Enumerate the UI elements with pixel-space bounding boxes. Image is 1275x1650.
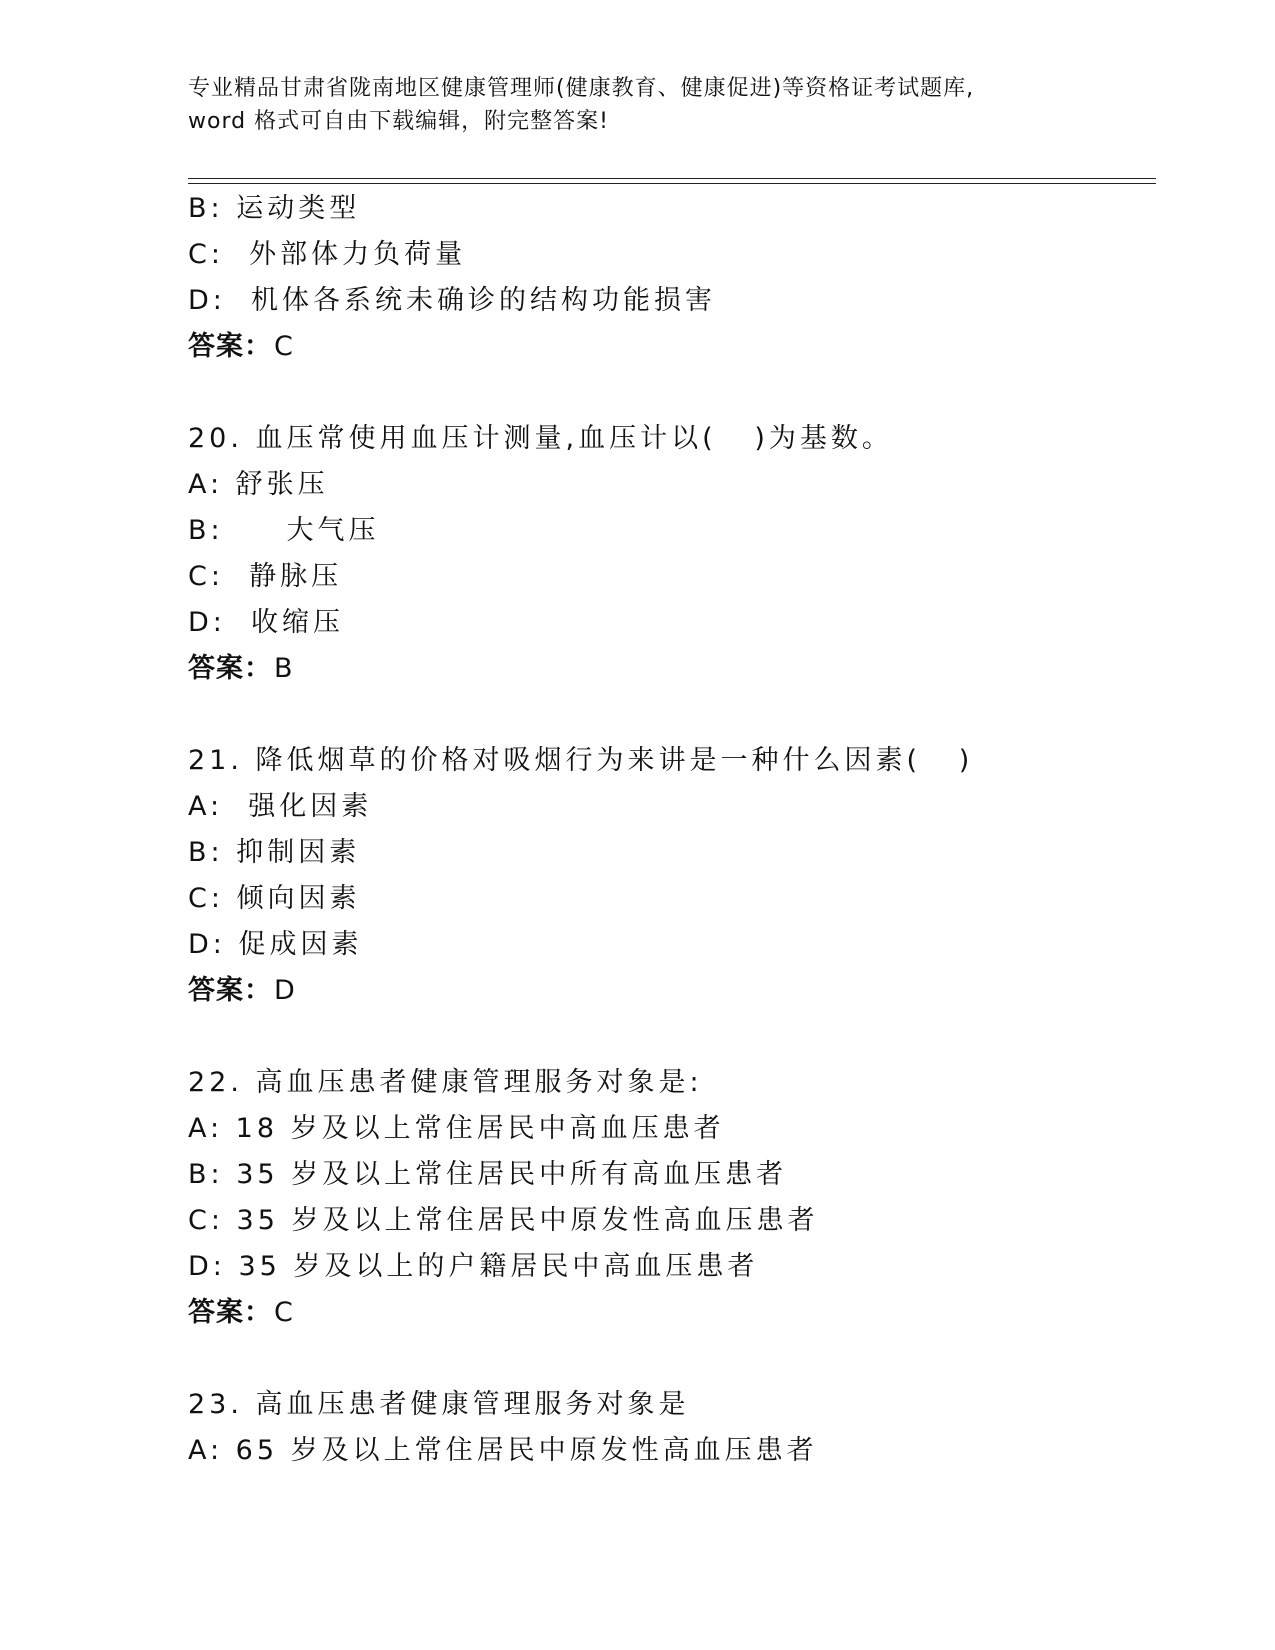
question-text: 23. 高血压患者健康管理服务对象是 xyxy=(188,1389,690,1420)
option-d: D: 机体各系统未确诊的结构功能损害 xyxy=(188,285,717,316)
header-line-2: word 格式可自由下载编辑，附完整答案! xyxy=(188,109,609,134)
spacer xyxy=(188,1336,1148,1382)
option-b: B: 35 岁及以上常住居民中所有高血压患者 xyxy=(188,1159,788,1190)
option-d: D: 促成因素 xyxy=(188,929,363,960)
spacer xyxy=(188,692,1148,738)
option-c: C: 外部体力负荷量 xyxy=(188,239,467,270)
question-text: 22. 高血压患者健康管理服务对象是: xyxy=(188,1067,703,1098)
question-21 xyxy=(188,738,1148,1014)
question-20 xyxy=(188,416,1148,692)
question-text: 21. 降低烟草的价格对吸烟行为来讲是一种什么因素( ) xyxy=(188,745,974,776)
option-c: C: 35 岁及以上常住居民中原发性高血压患者 xyxy=(188,1205,819,1236)
option-b: B: 运动类型 xyxy=(188,193,361,224)
question-list xyxy=(188,186,1148,1474)
answer-value: C xyxy=(274,331,294,362)
answer-label: 答案： xyxy=(188,331,272,362)
option-a: A: 强化因素 xyxy=(188,791,373,822)
answer-value: B xyxy=(274,653,294,684)
option-c: C: 静脉压 xyxy=(188,561,343,592)
answer-label: 答案： xyxy=(188,1297,272,1328)
option-b: B: 大气压 xyxy=(188,515,380,546)
question-22 xyxy=(188,1060,1148,1336)
option-d: D: 35 岁及以上的户籍居民中高血压患者 xyxy=(188,1251,759,1282)
answer-value: C xyxy=(274,1297,294,1328)
header-divider-top xyxy=(188,178,1156,179)
answer-label: 答案： xyxy=(188,975,272,1006)
option-a: A: 65 岁及以上常住居民中原发性高血压患者 xyxy=(188,1435,818,1466)
question-text: 20. 血压常使用血压计测量,血压计以( )为基数。 xyxy=(188,423,893,454)
answer-line xyxy=(188,968,1148,1014)
option-b: B: 抑制因素 xyxy=(188,837,361,868)
spacer xyxy=(188,1014,1148,1060)
answer-value: D xyxy=(274,975,296,1006)
question-19 xyxy=(188,186,1148,370)
header-line-1: 专业精品甘肃省陇南地区健康管理师(健康教育、健康促进)等资格证考试题库, xyxy=(188,76,975,101)
document-header xyxy=(188,72,1088,138)
answer-line xyxy=(188,1290,1148,1336)
question-23 xyxy=(188,1382,1148,1474)
option-a: A: 18 岁及以上常住居民中高血压患者 xyxy=(188,1113,725,1144)
option-c: C: 倾向因素 xyxy=(188,883,361,914)
answer-line xyxy=(188,646,1148,692)
answer-line xyxy=(188,324,1148,370)
spacer xyxy=(188,370,1148,416)
header-divider-bottom xyxy=(188,183,1156,184)
answer-label: 答案： xyxy=(188,653,272,684)
option-d: D: 收缩压 xyxy=(188,607,345,638)
option-a: A: 舒张压 xyxy=(188,469,329,500)
